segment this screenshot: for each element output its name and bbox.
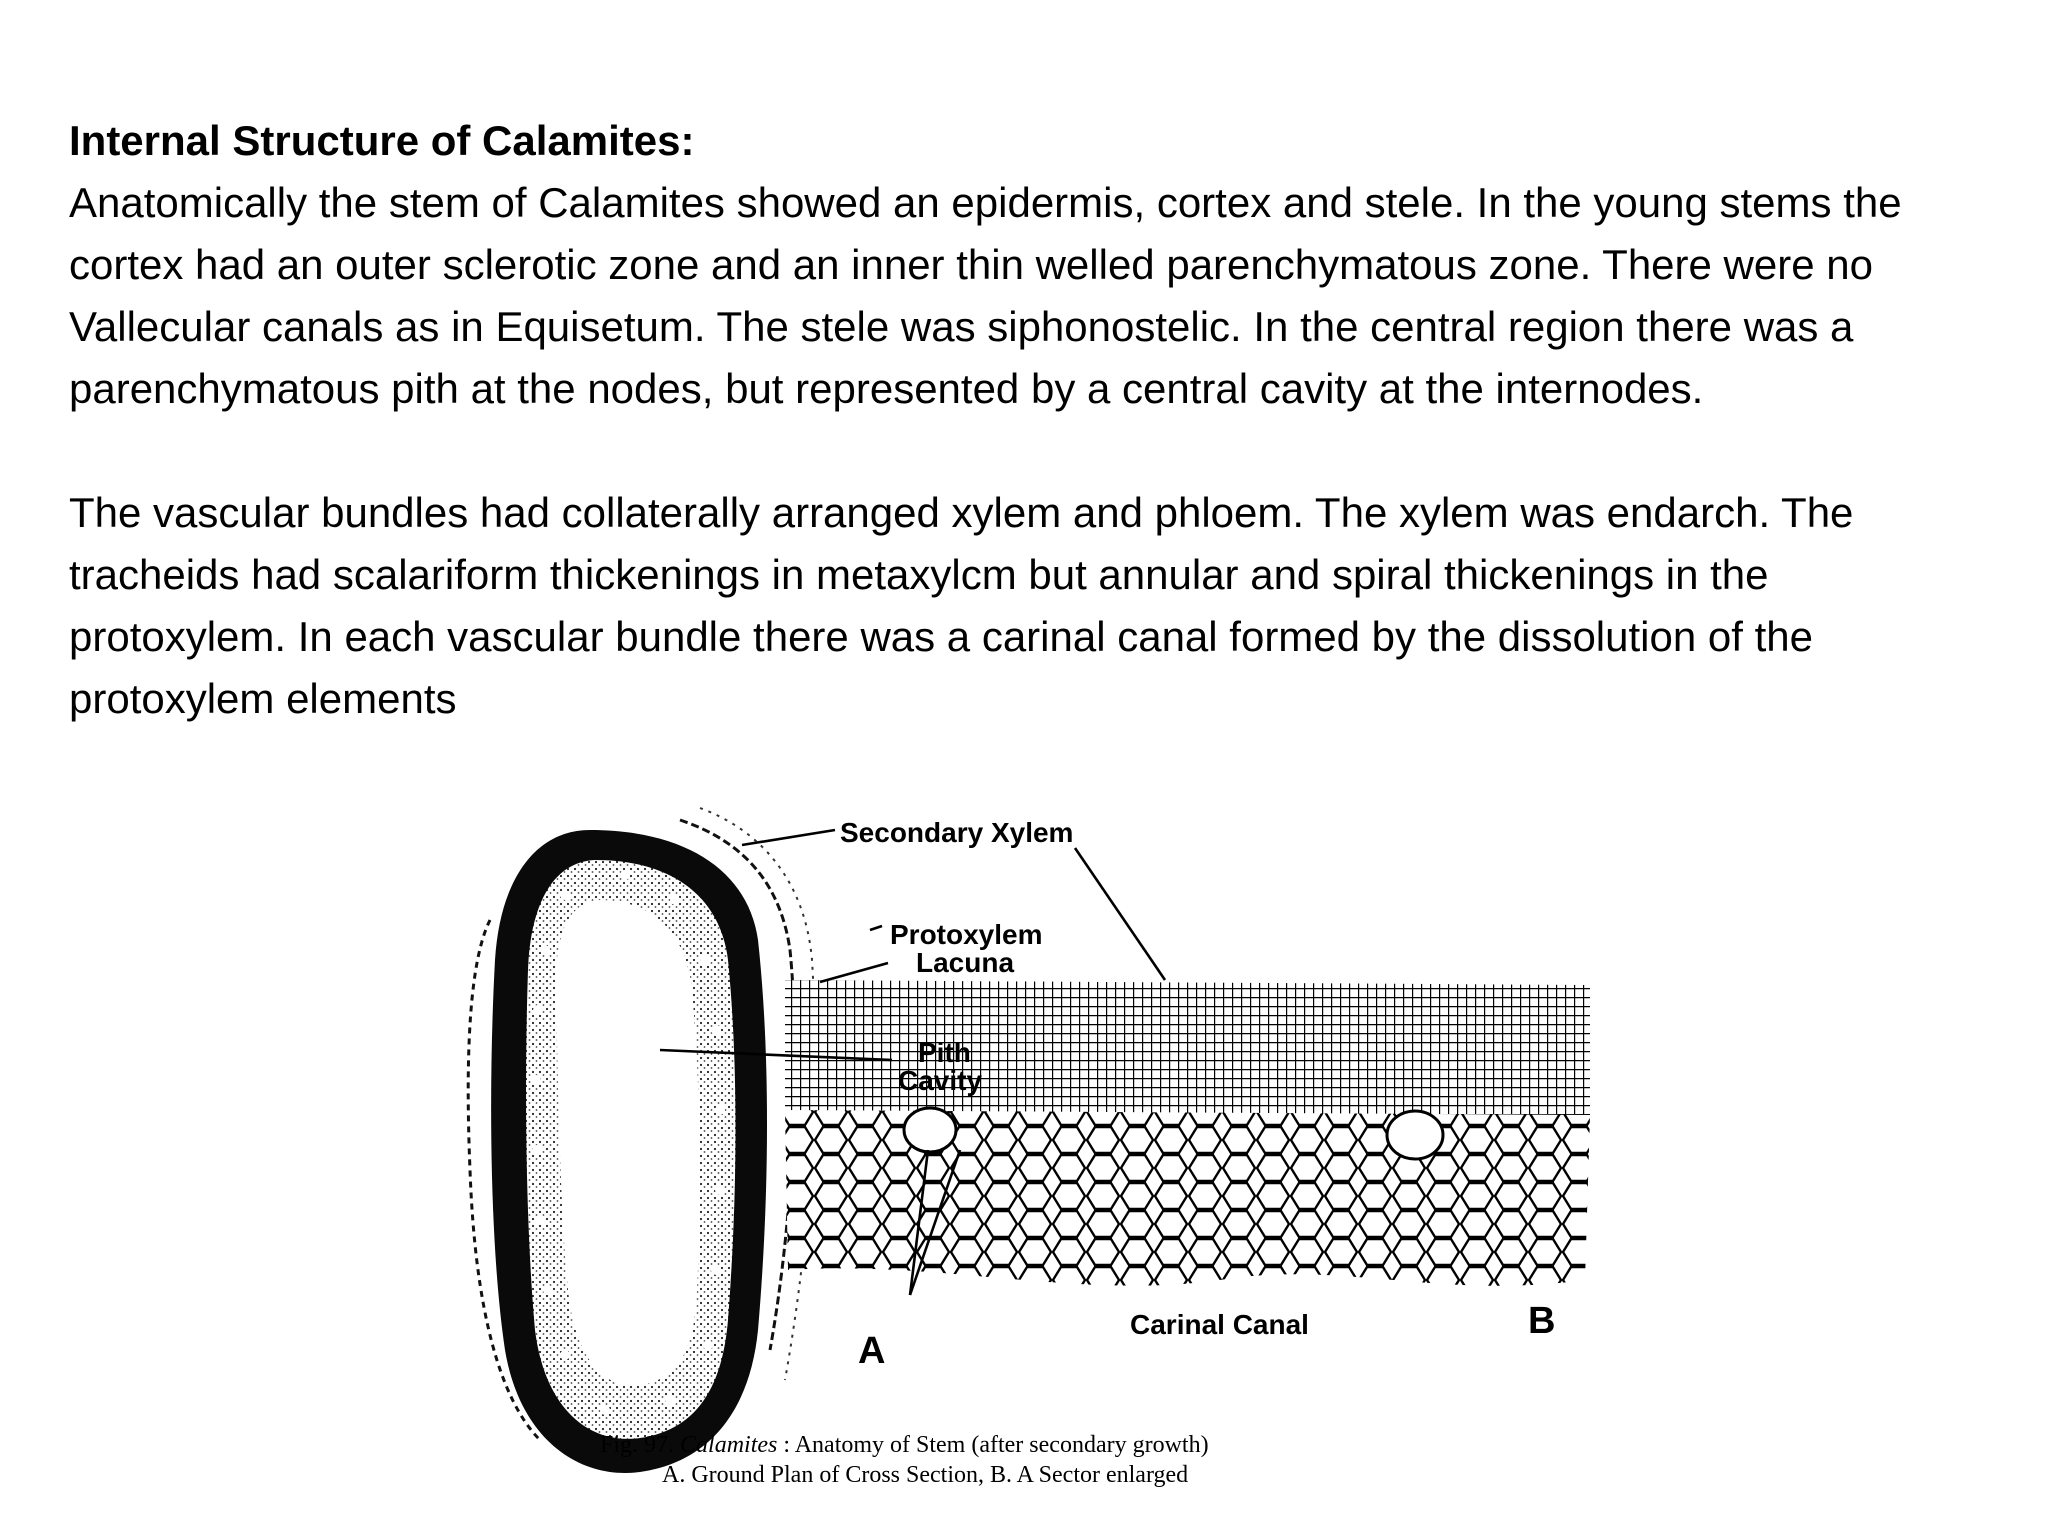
label-pith: Pith xyxy=(918,1037,971,1068)
paragraph-anatomy: Anatomically the stem of Calamites showed an epidermis, cortex and stele. In the young stems the cortex had an outer sclerotic zone and an inner thin welled parenchymatous zone. There were no Vallecular canals as in Equisetum. The stele was siphonostelic. In the central region there was a parenchymatous pith at the nodes, but represented by a central cavity at the internodes. xyxy=(69,179,1902,412)
caption-title: : Anatomy of Stem (after secondary growth) xyxy=(783,1432,1209,1458)
enlarged-sector-b xyxy=(785,980,1590,1286)
cross-section-a xyxy=(468,808,815,1473)
panel-label-a: A xyxy=(858,1330,886,1372)
label-carinal-canal: Carinal Canal xyxy=(1130,1309,1309,1340)
slide-heading: Internal Structure of Calamites: xyxy=(69,117,695,164)
figure-caption-line1 xyxy=(600,1430,1209,1460)
panel-label-b: B xyxy=(1528,1300,1556,1342)
caption-genus: Calamites xyxy=(680,1432,778,1458)
label-lacuna: Lacuna xyxy=(916,947,1015,978)
calamites-stem-figure xyxy=(440,790,1620,1510)
slide-text xyxy=(69,110,1979,730)
label-secondary-xylem: Secondary Xylem xyxy=(840,817,1074,848)
label-protoxylem: Protoxylem xyxy=(890,919,1043,950)
label-cavity: Cavity xyxy=(898,1065,983,1096)
figure-caption-line2: A. Ground Plan of Cross Section, B. A Sector enlarged xyxy=(662,1462,1189,1488)
stem-anatomy-illustration xyxy=(440,790,1620,1510)
caption-fig-number: Fig. 97. xyxy=(600,1432,675,1458)
paragraph-vascular-bundles: The vascular bundles had collaterally arranged xylem and phloem. The xylem was endarch. The tracheids had scalariform thickenings in metaxylcm but annular and spiral thickenings in the protoxylem. In each vascular bundle there was a carinal canal formed by the dissolution of the protoxylem elements xyxy=(69,489,1854,722)
